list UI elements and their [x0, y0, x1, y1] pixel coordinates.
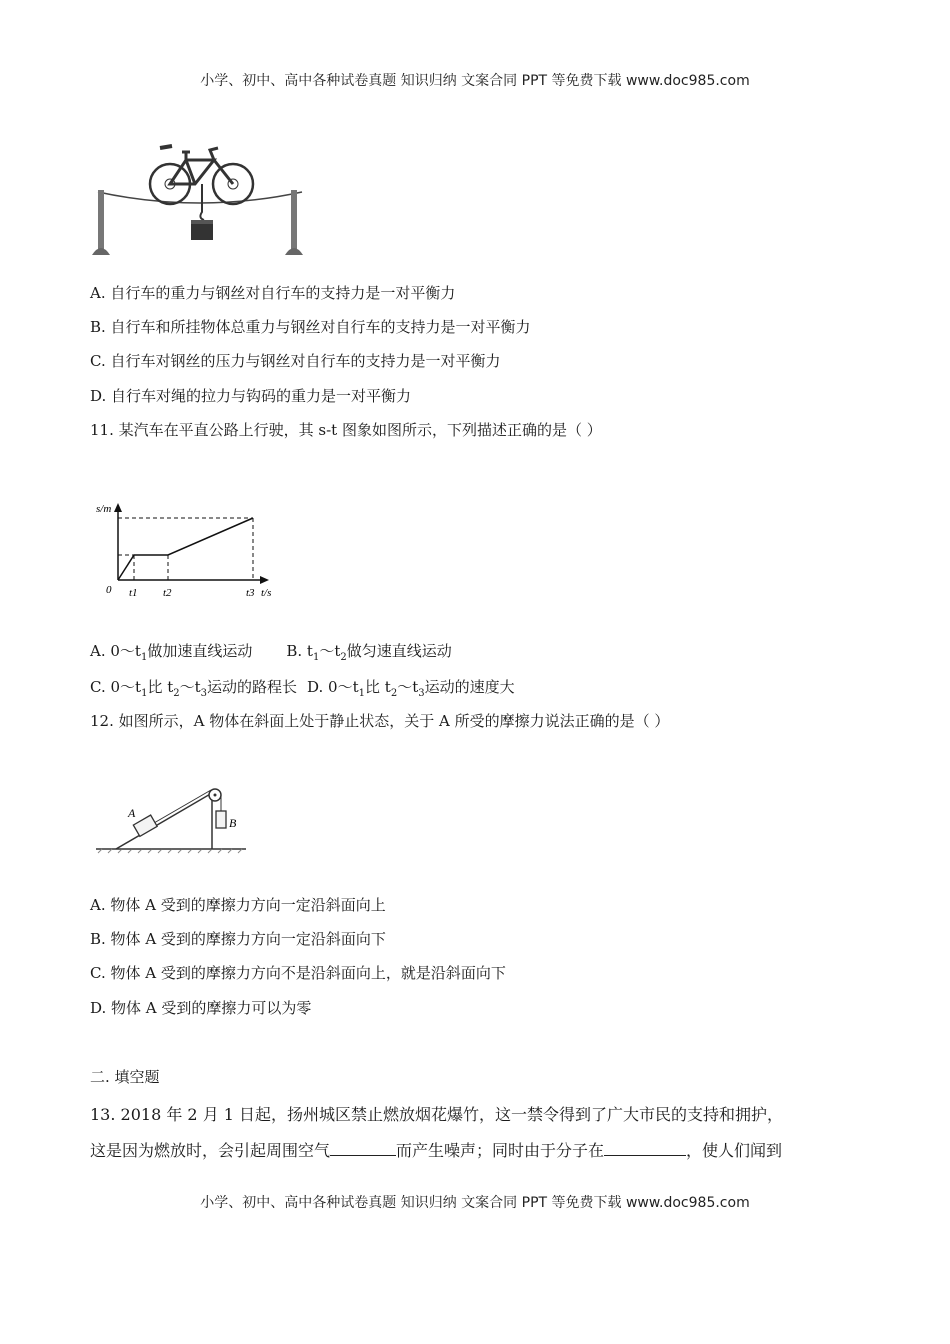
q12-stem: 12. 如图所示，A 物体在斜面上处于静止状态，关于 A 所受的摩擦力说法正确的是（ ）: [90, 712, 670, 730]
left-post: [98, 190, 104, 250]
q11-options-row-1: [90, 640, 452, 663]
q10-option-b: B. 自行车和所挂物体总重力与钢丝对自行车的支持力是一对平衡力: [90, 318, 531, 336]
st-graph: [96, 500, 286, 604]
blank-1[interactable]: [330, 1141, 396, 1156]
q12-option-c: C. 物体 A 受到的摩擦力方向不是沿斜面向上，就是沿斜面向下: [90, 964, 506, 982]
left-post-base: [92, 248, 110, 255]
q11-option-a: A. $0\sim t_1$做加速直线运动: [90, 642, 253, 663]
origin-label: 0: [106, 584, 112, 596]
q10-option-c: C. 自行车对钢丝的压力与钢丝对自行车的支持力是一对平衡力: [90, 352, 501, 370]
incline-figure: [94, 775, 250, 860]
y-axis-label: s/m: [96, 503, 112, 515]
q12-option-a: A. 物体 A 受到的摩擦力方向一定沿斜面向上: [90, 896, 386, 914]
q10-option-a: A. 自行车的重力与钢丝对自行车的支持力是一对平衡力: [90, 284, 456, 302]
section-title: 二. 填空题: [90, 1068, 160, 1086]
motion-line: [118, 518, 253, 580]
tick-t2: t2: [163, 587, 172, 599]
tick-t1: t1: [129, 587, 138, 599]
incline: [116, 793, 212, 849]
right-post-base: [285, 248, 303, 255]
q10-option-d: D. 自行车对绳的拉力与钩码的重力是一对平衡力: [90, 387, 412, 405]
q11-option-d: D. $0\sim t_1$比 $t_2\sim t_3$运动的速度大: [307, 678, 515, 699]
blank-2[interactable]: [604, 1141, 686, 1156]
string-a: [154, 790, 211, 823]
label-a: A: [128, 806, 136, 820]
tick-t3: t3: [246, 587, 255, 599]
bicycle-on-wire-figure: [90, 138, 315, 260]
page-footer: 小学、初中、高中各种试卷真题 知识归纳 文案合同 PPT 等免费下载 www.doc985.com: [200, 1195, 750, 1211]
right-post: [291, 190, 297, 250]
q12-option-b: B. 物体 A 受到的摩擦力方向一定沿斜面向下: [90, 930, 386, 948]
q12-option-d: D. 物体 A 受到的摩擦力可以为零: [90, 999, 312, 1017]
hook: [200, 184, 204, 220]
q11-options-row-2: [90, 676, 515, 699]
q11-option-b: B. $t_1\sim t_2$做匀速直线运动: [286, 642, 452, 663]
x-axis-arrow: [260, 576, 269, 584]
page-header: 小学、初中、高中各种试卷真题 知识归纳 文案合同 PPT 等免费下载 www.doc985.com: [200, 73, 750, 89]
q11-option-c: C. $0\sim t_1$比 $t_2\sim t_3$运动的路程长: [90, 678, 298, 699]
x-axis-label: t/s: [261, 587, 272, 599]
wire: [98, 192, 302, 203]
q13-line-1: 13. 2018 年 2 月 1 日起，扬州城区禁止燃放烟花爆竹，这一禁令得到了广大市民的支持和拥护，: [90, 1105, 784, 1124]
q11-stem: 11. 某汽车在平直公路上行驶，其 s-t 图象如图所示，下列描述正确的是（ ）: [90, 421, 602, 439]
q13-line-2: 这是因为燃放时，会引起周围空气 而产生噪声；同时由于分子在 ，使人们闻到: [90, 1141, 783, 1160]
y-axis-arrow: [114, 503, 122, 512]
label-b: B: [229, 816, 237, 830]
block-a: [133, 815, 157, 836]
block-b: [216, 811, 226, 828]
